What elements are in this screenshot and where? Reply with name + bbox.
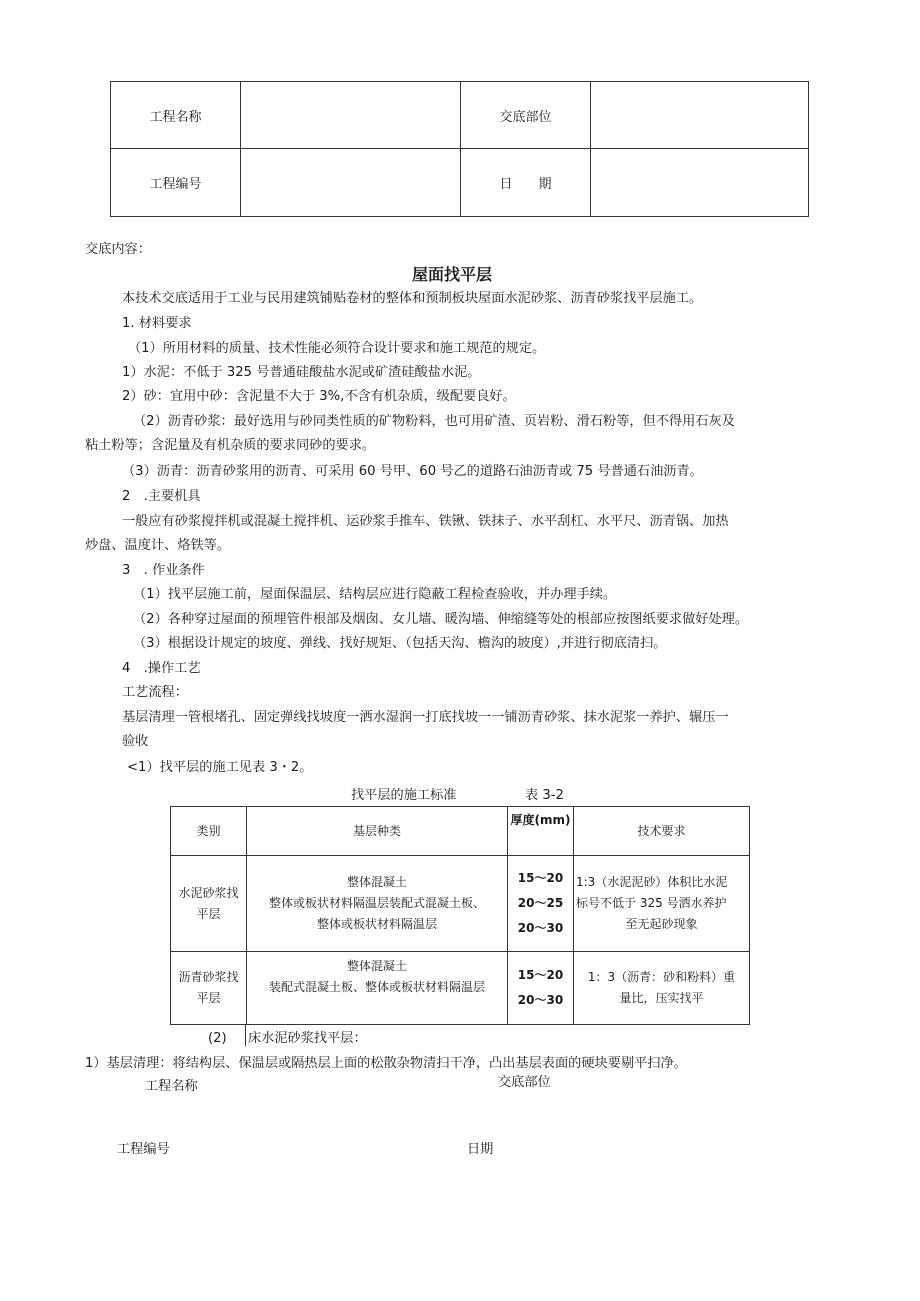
column-header: 类别 xyxy=(171,807,247,856)
table-caption-title: 找平层的施工标准 xyxy=(351,788,457,803)
project-name-label: 工程名称 xyxy=(111,82,241,149)
thickness-text: 20〜25 xyxy=(517,896,564,910)
handover-part-value[interactable] xyxy=(591,82,809,149)
content-label: 交底内容： xyxy=(85,242,151,257)
date-label: 日 期 xyxy=(461,149,591,217)
requirement-text: 标号不低于 325 号洒水养护 xyxy=(576,896,727,910)
footer-project-no-label: 工程编号 xyxy=(117,1142,170,1157)
paragraph: 1）水泥：不低于 325 号普通硅酸盐水泥或矿渣硅酸盐水泥。 xyxy=(122,365,481,380)
section-heading-process: 4 .操作工艺 xyxy=(122,661,201,676)
requirement-text: 1：3（沥青：砂和粉料）重 xyxy=(587,970,736,984)
thickness-cell xyxy=(508,952,574,1025)
thickness-text: 20〜30 xyxy=(517,993,564,1007)
thickness-text: 15〜20 xyxy=(517,871,564,885)
column-header: 技术要求 xyxy=(574,807,750,856)
paragraph-number: (2) xyxy=(208,1031,227,1046)
paragraph: 炒盘、温度计、烙铁等。 xyxy=(85,538,231,553)
paragraph: （3）沥青：沥青砂浆用的沥青、可采用 60 号甲、60 号乙的道路石油沥青或 75 号普通石油沥青。 xyxy=(122,464,703,479)
paragraph: 工艺流程： xyxy=(122,685,188,700)
requirement-text: 1:3（水泥泥砂）体积比水泥 xyxy=(576,875,728,889)
table-continuation-rule xyxy=(245,1024,246,1046)
paragraph: （2）各种穿过屋面的预埋管件根部及烟囱、女儿墙、暖沟墙、伸缩缝等处的根部应按图纸要求做好处理。 xyxy=(133,612,749,627)
base-type-text: 装配式混凝土板、整体或板状材料隔温层 xyxy=(268,980,485,994)
paragraph: 2）砂：宜用中砂：含泥量不大于 3%,不含有机杂质，级配要良好。 xyxy=(122,389,516,404)
base-type-cell xyxy=(247,856,508,952)
category-text: 平层 xyxy=(196,991,221,1005)
requirement-cell xyxy=(574,856,750,952)
requirement-text: 至无起砂现象 xyxy=(625,917,698,931)
thickness-text: 20〜30 xyxy=(517,921,564,935)
base-type-text: 整体或板状材料隔温层 xyxy=(316,917,437,931)
base-type-text: 整体混凝土 xyxy=(346,959,407,973)
project-no-label: 工程编号 xyxy=(111,149,241,217)
intro-paragraph: 本技术交底适用于工业与民用建筑铺贴卷材的整体和预制板块屋面水泥砂浆、沥青砂浆找平层施工。 xyxy=(122,291,703,306)
column-header: 厚度(mm) xyxy=(508,807,574,856)
paragraph: （2）沥青砂浆：最好选用与砂同类性质的矿物粉料，也可用矿渣、页岩粉、滑石粉等，但不得用石灰及 xyxy=(133,414,735,429)
base-type-cell xyxy=(247,952,508,1025)
requirement-cell xyxy=(574,952,750,1025)
paragraph: （1）所用材料的质量、技术性能必须符合设计要求和施工规范的规定。 xyxy=(128,341,546,356)
requirement-text: 量比，压实找平 xyxy=(619,991,704,1005)
column-header: 基层种类 xyxy=(247,807,508,856)
project-name-value[interactable] xyxy=(241,82,461,149)
table-row xyxy=(171,952,750,1025)
construction-standard-table xyxy=(170,806,750,1025)
category-cell xyxy=(171,856,247,952)
paragraph: 基层清理一管根堵孔、固定弹线找坡度一洒水湿润一打底找坡一一铺沥青砂浆、抹水泥浆一养护、辗压一 xyxy=(122,710,729,725)
paragraph: 粘土粉等；含泥量及有机杂质的要求同砂的要求。 xyxy=(85,438,376,453)
paragraph: 床水泥砂浆找平层： xyxy=(248,1031,367,1046)
paragraph: （1）找平层施工前，屋面保温层、结构层应进行隐蔽工程检查验收，并办理手续。 xyxy=(133,587,617,602)
thickness-text: 15〜20 xyxy=(517,968,564,982)
category-text: 平层 xyxy=(196,906,221,921)
base-type-text: 整体混凝土 xyxy=(346,875,407,889)
paragraph: （3）根据设计规定的坡度、弹线、找好规矩、（包括天沟、檐沟的坡度）,并进行彻底清扫。 xyxy=(133,636,667,651)
paragraph: 一般应有砂浆搅拌机或混凝土搅拌机、运砂浆手推车、铁锹、铁抹子、水平刮杠、水平尺、沥青锅、加热 xyxy=(122,514,729,529)
page-title: 屋面找平层 xyxy=(412,265,493,284)
project-no-value[interactable] xyxy=(241,149,461,217)
base-type-text: 整体或板状材料隔温层装配式混凝土板、 xyxy=(268,896,485,910)
section-heading-materials: 1. 材料要求 xyxy=(122,316,192,331)
footer-project-name-label: 工程名称 xyxy=(145,1079,198,1094)
paragraph: 1）基层清理：将结构层、保温层或隔热层上面的松散杂物清扫干净，凸出基层表面的硬块要剔平扫净。 xyxy=(85,1056,687,1071)
section-heading-tools: 2 .主要机具 xyxy=(122,489,201,504)
category-text: 沥青砂浆找 xyxy=(178,970,239,984)
category-cell xyxy=(171,952,247,1025)
date-value[interactable] xyxy=(591,149,809,217)
footer-handover-part-label: 交底部位 xyxy=(498,1075,551,1090)
thickness-cell xyxy=(508,856,574,952)
section-heading-conditions: 3 . 作业条件 xyxy=(122,563,205,578)
header-info-table xyxy=(110,81,809,217)
table-caption-number: 表 3-2 xyxy=(525,788,564,803)
paragraph: <1）找平层的施工见表 3・2。 xyxy=(127,760,313,775)
category-text: 水泥砂浆找 xyxy=(178,885,239,900)
table-row xyxy=(171,856,750,952)
paragraph: 验收 xyxy=(122,734,149,749)
footer-date-label: 日期 xyxy=(467,1142,494,1157)
handover-part-label: 交底部位 xyxy=(461,82,591,149)
